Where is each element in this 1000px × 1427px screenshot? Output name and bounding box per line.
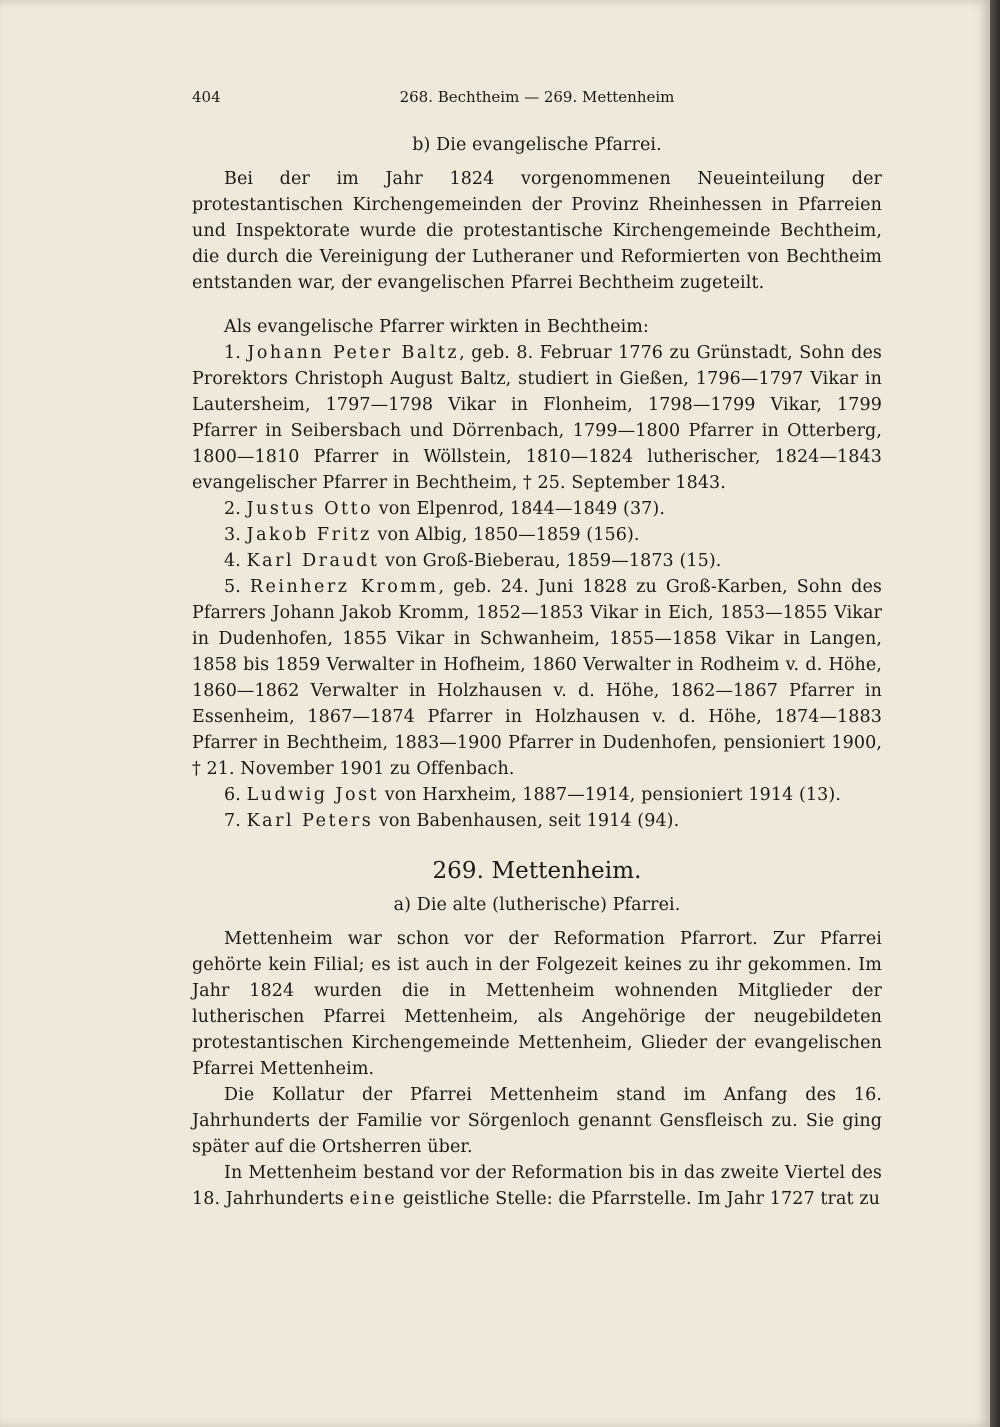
running-title: 268. Bechtheim — 269. Mettenheim [399,88,675,106]
pastor-entry [192,782,882,808]
entry-number: 2. [224,499,241,519]
section-268b-heading: b) Die evangelische Pfarrei. [412,135,662,155]
text-run: In Mettenheim bestand vor der Reformation bis in das zweite Viertel des 18. Jahrhunderts [192,1163,882,1209]
entry-number: 3. [224,525,241,545]
pastor-details: , geb. 24. Juni 1828 zu Groß-Karben, Sohn des Pfarrers Johann Jakob Kromm, 1852—1853 Vikar in Eich, 1853—1855 Vikar in Dudenhofen, 1855 Vikar in Schwanheim, 1855—1858 Vikar in Langen, 1858 bis 1859 Verwalter in Hofheim, 1860 Verwalter in Rodheim v. d. Höhe, 1860—1862 Verwalter in Holzhausen v. d. Höhe, 1862—1867 Pfarrer in Essenheim, 1867—1874 Pfarrer in Holzhausen v. d. Höhe, 1874—1883 Pfarrer in Bechtheim, 1883—1900 Pfarrer in Dudenhofen, pensioniert 1900, † 21. November 1901 zu Offenbach. [192,577,882,779]
entry-number: 6. [224,785,241,805]
pastor-details: von Elpenrod, 1844—1849 (37). [373,499,666,519]
pastor-list-intro: Als evangelische Pfarrer wirkten in Bechtheim: [224,317,649,337]
pastor-name: Johann Peter Baltz [247,343,460,363]
pastor-entry [192,808,882,834]
section-269a-heading: a) Die alte (lutherische) Pfarrei. [393,895,681,915]
pastor-name: Jakob Fritz [246,525,372,545]
text-run: geistliche Stelle: die Pfarrstelle. Im Jahr 1727 trat zu [397,1189,881,1209]
section-269-title: 269. Mettenheim. [432,858,642,884]
entry-number: 1. [224,343,241,363]
pastor-name: Ludwig Jost [246,785,380,805]
pastor-details: von Albig, 1850—1859 (156). [371,525,640,545]
pastor-details: von Harxheim, 1887—1914, pensioniert 1914 (13). [379,785,841,805]
entry-number: 5. [224,577,241,597]
pastor-entry [192,574,882,782]
emphasized-word: eine [349,1189,398,1209]
pastor-name: Karl Peters [246,811,374,831]
pastor-entry [192,522,882,548]
page-body [192,132,882,1212]
pastor-details: , geb. 8. Februar 1776 zu Grünstadt, Sohn des Prorektors Christoph August Baltz, studiert in Gießen, 1796—1797 Vikar in Lautersheim, 1797—1798 Vikar in Flonheim, 1798—1799 Vikar, 1799 Pfarrer in Seibersbach und Dörrenbach, 1799—1800 Pfarrer in Otterberg, 1800—1810 Pfarrer in Wöllstein, 1810—1824 lutherischer, 1824—1843 evangelischer Pfarrer in Bechtheim, † 25. September 1843. [192,343,882,493]
page-edge-shadow [990,0,1000,1427]
section-269-paragraph: Mettenheim war schon vor der Reformation Pfarrort. Zur Pfarrei gehörte kein Filial; es ist auch in der Folgezeit keines zu ihr gekommen. Im Jahr 1824 wurden die in Mettenheim wohnenden Mitglieder der lutherischen Pfarrei Mettenheim, als Angehörige der neugebildeten protestantischen Kirchengemeinde Mettenheim, Glieder der evangelischen Pfarrei Mettenheim. [192,929,882,1079]
section-269-paragraph: Die Kollatur der Pfarrei Mettenheim stand im Anfang des 16. Jahrhunderts der Familie vor Sörgenloch genannt Gensfleisch zu. Sie ging später auf die Ortsherren über. [192,1085,882,1157]
pastor-name: Reinherz Kromm [249,577,439,597]
pastor-entry [192,496,882,522]
pastor-details: von Babenhausen, seit 1914 (94). [373,811,680,831]
pastor-name: Karl Draudt [246,551,380,571]
running-head [192,88,882,112]
page-number: 404 [192,88,221,106]
pastor-name: Justus Otto [246,499,374,519]
section-268b-paragraph: Bei der im Jahr 1824 vorgenommenen Neueinteilung der protestantischen Kirchengemeinden der Provinz Rheinhessen in Pfarreien und Inspektorate wurde die protestantische Kirchengemeinde Bechtheim, die durch die Vereinigung der Lutheraner und Reformierten von Bechtheim entstanden war, der evangelischen Pfarrei Bechtheim zugeteilt. [192,169,882,293]
section-269-paragraph-last [192,1160,882,1212]
spacer [192,296,882,314]
entry-number: 7. [224,811,241,831]
pastor-details: von Groß-Bieberau, 1859—1873 (15). [379,551,722,571]
pastor-entry [192,340,882,496]
pastor-entry [192,548,882,574]
entry-number: 4. [224,551,241,571]
